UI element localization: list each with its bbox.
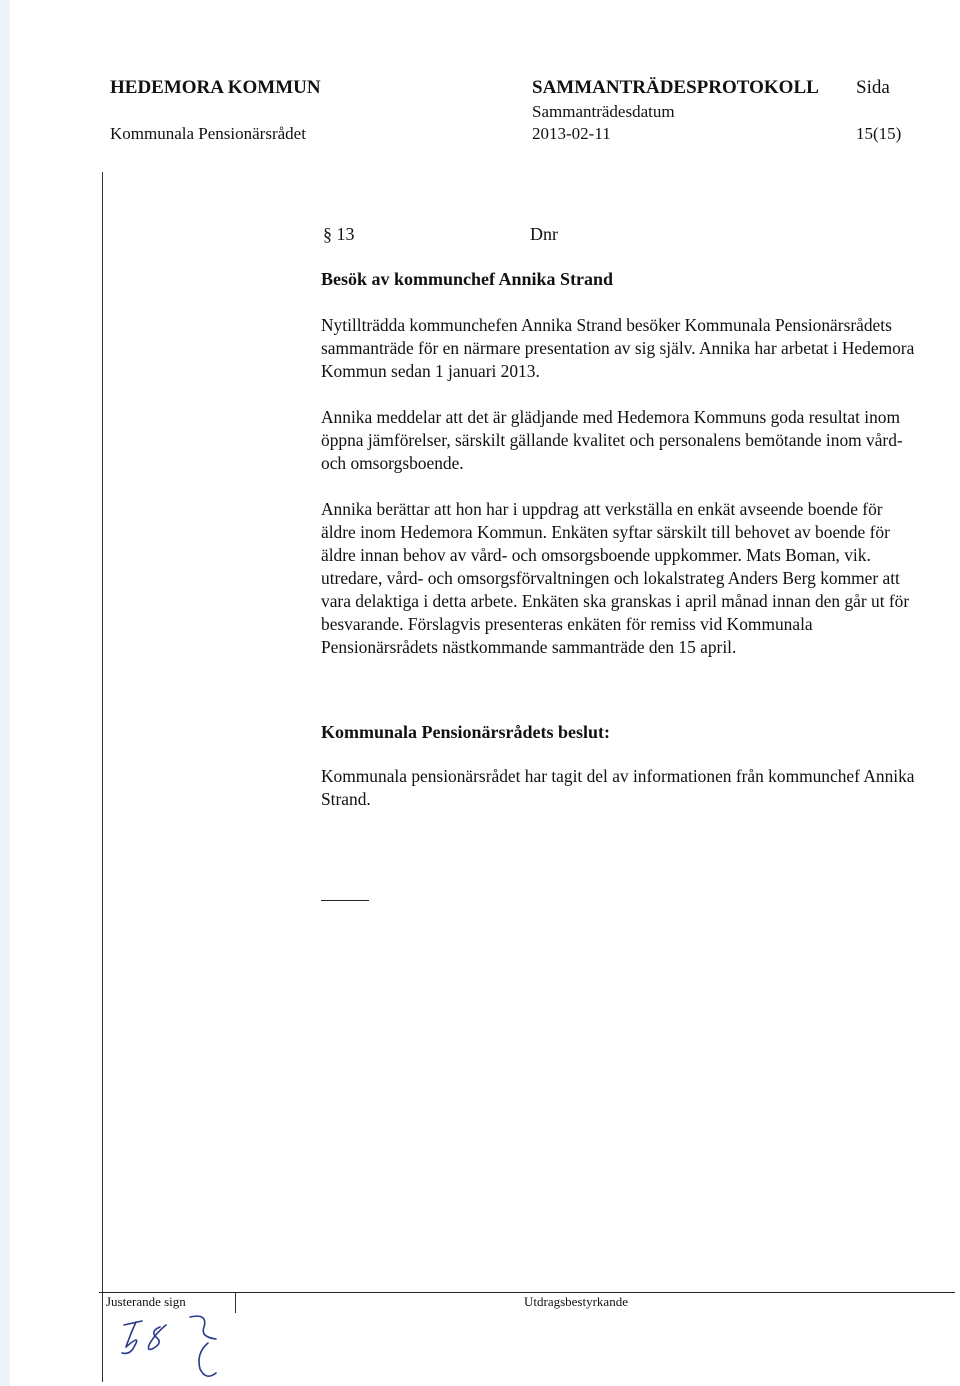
- utdragsbestyrkande-label: Utdragsbestyrkande: [524, 1294, 628, 1309]
- decision-block: [321, 721, 921, 834]
- page-number: 15(15): [856, 124, 902, 143]
- document-type: SAMMANTRÄDESPROTOKOLL: [532, 77, 819, 98]
- body-paragraph-3: Annika berättar att hon har i uppdrag att verkställa en enkät avseende boende för äldre inom Hedemora Kommun. Enkäten syftar särskilt till behovet av boende för äldre innan behov av vård- och omsorgsboende uppkommer. Mats Boman, vik. utredare, vård- och omsorgsförvaltningen och lokalstrateg Anders Berg kommer att vara delaktiga i detta arbete. Enkäten ska granskas i april månad innan den går ut för besvarande. Förslagvis presenteras enkäten för remiss vid Kommunala Pensionärsrådets nästkommande sammanträde den 15 april.: [321, 499, 910, 657]
- justerande-sign-label: Justerande sign: [106, 1294, 186, 1309]
- section-body: [321, 268, 921, 682]
- end-rule: [321, 900, 369, 901]
- section-title: Besök av kommunchef Annika Strand: [321, 269, 614, 289]
- council-name: Kommunala Pensionärsrådet: [110, 124, 306, 143]
- page-label: Sida: [856, 77, 890, 98]
- paragraph-number: § 13: [323, 224, 355, 244]
- meeting-date: 2013-02-11: [532, 124, 611, 143]
- scan-edge: [0, 0, 10, 1386]
- municipality-name: HEDEMORA KOMMUN: [110, 77, 321, 98]
- margin-rule: [102, 172, 103, 1382]
- body-paragraph-1: Nytillträdda kommunchefen Annika Strand besöker Kommunala Pensionärsrådets sammanträde för en närmare presentation av sig själv. Annika har arbetat i Hedemora Kommun sedan 1 januari 2013.: [321, 315, 915, 381]
- footer-rule: [99, 1292, 955, 1293]
- dnr-label: Dnr: [530, 224, 558, 244]
- handwritten-initials: [112, 1303, 242, 1383]
- decision-heading: Kommunala Pensionärsrådets beslut:: [321, 722, 611, 742]
- decision-text: Kommunala pensionärsrådet har tagit del av informationen från kommunchef Annika Strand.: [321, 766, 915, 809]
- meeting-date-label: Sammanträdesdatum: [532, 102, 675, 121]
- body-paragraph-2: Annika meddelar att det är glädjande med Hedemora Kommuns goda resultat inom öppna jämförelser, särskilt gällande kvalitet och personalens bemötande inom vård- och omsorgsboende.: [321, 407, 903, 473]
